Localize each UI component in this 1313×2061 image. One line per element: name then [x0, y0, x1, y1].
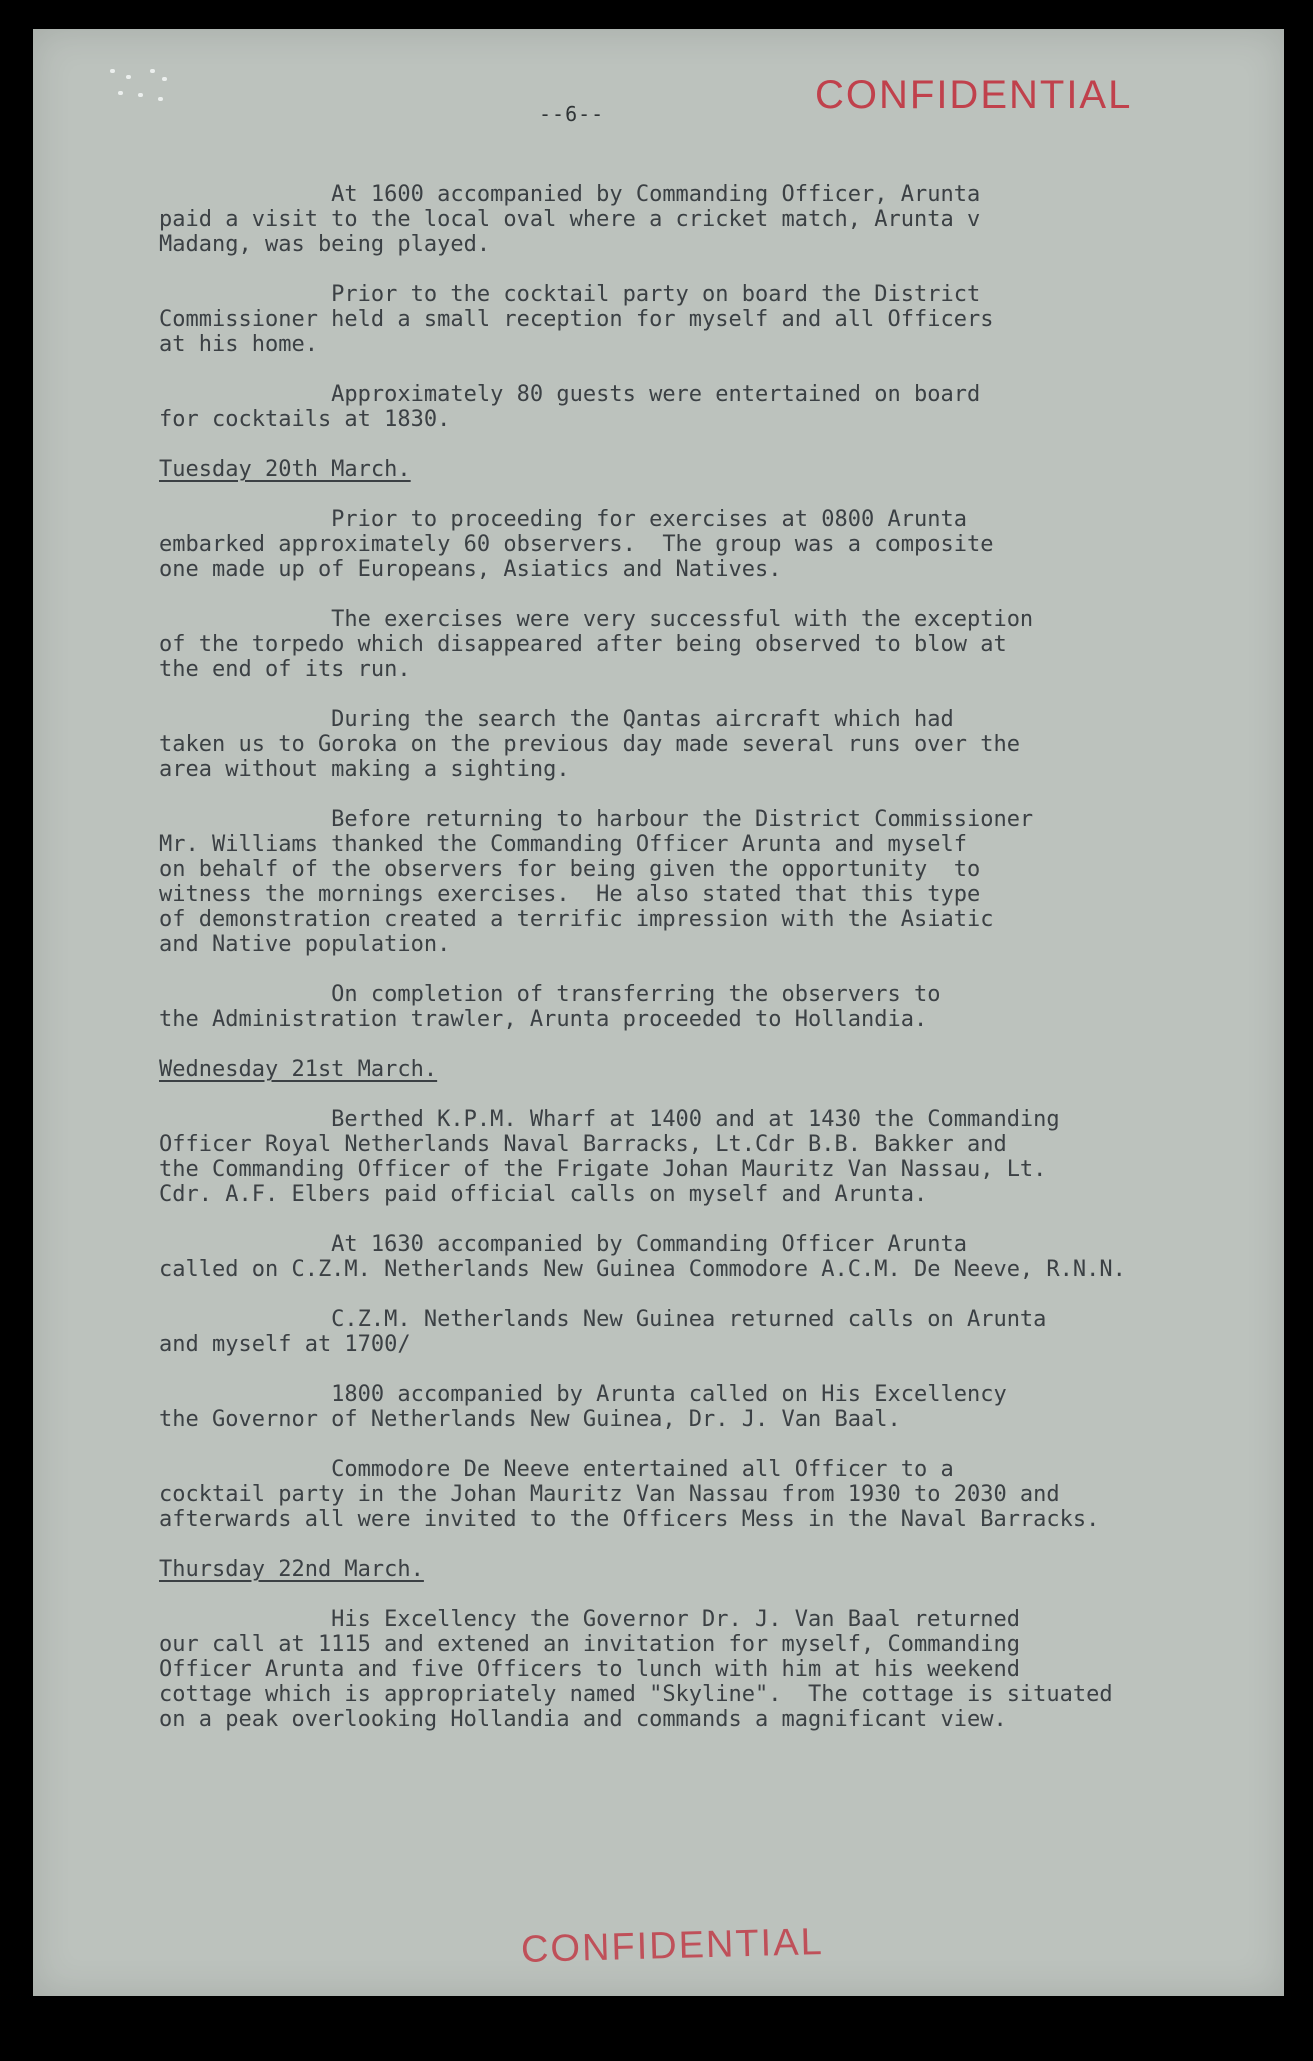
text-line: Before returning to harbour the District Commissioner — [159, 807, 1034, 832]
text-line: on a peak overlooking Hollandia and commands a magnificant view. — [159, 1707, 1007, 1732]
paragraph — [159, 507, 1269, 582]
text-line: C.Z.M. Netherlands New Guinea returned calls on Arunta — [159, 1307, 1047, 1332]
text-line: Mr. Williams thanked the Commanding Officer Arunta and myself — [159, 832, 967, 857]
text-line: witness the mornings exercises. He also stated that this type — [159, 882, 981, 907]
text-line: on behalf of the observers for being given the opportunity to — [159, 857, 981, 882]
document-body — [159, 182, 1269, 1757]
text-line: afterwards all were invited to the Officers Mess in the Naval Barracks. — [159, 1507, 1100, 1532]
paragraph — [159, 1307, 1269, 1357]
text-line: During the search the Qantas aircraft which had — [159, 707, 954, 732]
text-line: Berthed K.P.M. Wharf at 1400 and at 1430 the Commanding — [159, 1107, 1060, 1132]
text-line: At 1630 accompanied by Commanding Officer Arunta — [159, 1232, 967, 1257]
text-line: the Commanding Officer of the Frigate Johan Mauritz Van Nassau, Lt. — [159, 1157, 1047, 1182]
paragraph — [159, 607, 1269, 682]
confidential-stamp-top: CONFIDENTIAL — [815, 73, 1133, 117]
text-line: the Governor of Netherlands New Guinea, Dr. J. Van Baal. — [159, 1407, 901, 1432]
text-line: Officer Arunta and five Officers to lunch with him at his weekend — [159, 1657, 1020, 1682]
text-line: At 1600 accompanied by Commanding Officer, Arunta — [159, 182, 981, 207]
text-line: On completion of transferring the observers to — [159, 982, 941, 1007]
punch-holes — [108, 67, 188, 127]
text-line: taken us to Goroka on the previous day made several runs over the — [159, 732, 1020, 757]
confidential-stamp-bottom: CONFIDENTIAL — [520, 1921, 825, 1971]
text-line: cocktail party in the Johan Mauritz Van Nassau from 1930 to 2030 and — [159, 1482, 1060, 1507]
text-line: His Excellency the Governor Dr. J. Van Baal returned — [159, 1607, 1020, 1632]
text-line: Madang, was being played. — [159, 232, 491, 257]
text-line: for cocktails at 1830. — [159, 407, 451, 432]
text-line: Cdr. A.F. Elbers paid official calls on myself and Arunta. — [159, 1182, 928, 1207]
text-line: the Administration trawler, Arunta proceeded to Hollandia. — [159, 1007, 928, 1032]
text-line: Prior to proceeding for exercises at 0800 Arunta — [159, 507, 967, 532]
text-line: embarked approximately 60 observers. The group was a composite — [159, 532, 994, 557]
text-line: The exercises were very successful with the exception — [159, 607, 1034, 632]
text-line: the end of its run. — [159, 657, 411, 682]
text-line: 1800 accompanied by Arunta called on His Excellency — [159, 1382, 1007, 1407]
paragraph — [159, 182, 1269, 257]
document-page — [33, 29, 1284, 1996]
section-heading: Thursday 22nd March. — [159, 1557, 424, 1582]
text-line: Prior to the cocktail party on board the District — [159, 282, 981, 307]
text-line: of the torpedo which disappeared after being observed to blow at — [159, 632, 1007, 657]
text-line: our call at 1115 and extened an invitation for myself, Commanding — [159, 1632, 1020, 1657]
paragraph — [159, 1382, 1269, 1432]
paragraph — [159, 382, 1269, 432]
page-number: --6-- — [539, 102, 605, 126]
text-line: and myself at 1700/ — [159, 1332, 411, 1357]
text-line: Commissioner held a small reception for myself and all Officers — [159, 307, 994, 332]
paragraph — [159, 982, 1269, 1032]
text-line: called on C.Z.M. Netherlands New Guinea Commodore A.C.M. De Neeve, R.N.N. — [159, 1257, 1126, 1282]
section-heading: Wednesday 21st March. — [159, 1057, 438, 1082]
text-line: and Native population. — [159, 932, 451, 957]
paragraph — [159, 1457, 1269, 1532]
text-line: cottage which is appropriately named "Skyline". The cottage is situated — [159, 1682, 1113, 1707]
text-line: Approximately 80 guests were entertained on board — [159, 382, 981, 407]
paragraph — [159, 1607, 1269, 1732]
paragraph — [159, 807, 1269, 957]
section-heading: Tuesday 20th March. — [159, 457, 411, 482]
text-line: at his home. — [159, 332, 318, 357]
paragraph — [159, 282, 1269, 357]
text-line: one made up of Europeans, Asiatics and Natives. — [159, 557, 782, 582]
text-line: paid a visit to the local oval where a cricket match, Arunta v — [159, 207, 981, 232]
paragraph — [159, 1107, 1269, 1207]
text-line: of demonstration created a terrific impression with the Asiatic — [159, 907, 994, 932]
paragraph — [159, 1232, 1269, 1282]
text-line: Officer Royal Netherlands Naval Barracks, Lt.Cdr B.B. Bakker and — [159, 1132, 1007, 1157]
paragraph — [159, 707, 1269, 782]
text-line: Commodore De Neeve entertained all Officer to a — [159, 1457, 954, 1482]
text-line: area without making a sighting. — [159, 757, 570, 782]
